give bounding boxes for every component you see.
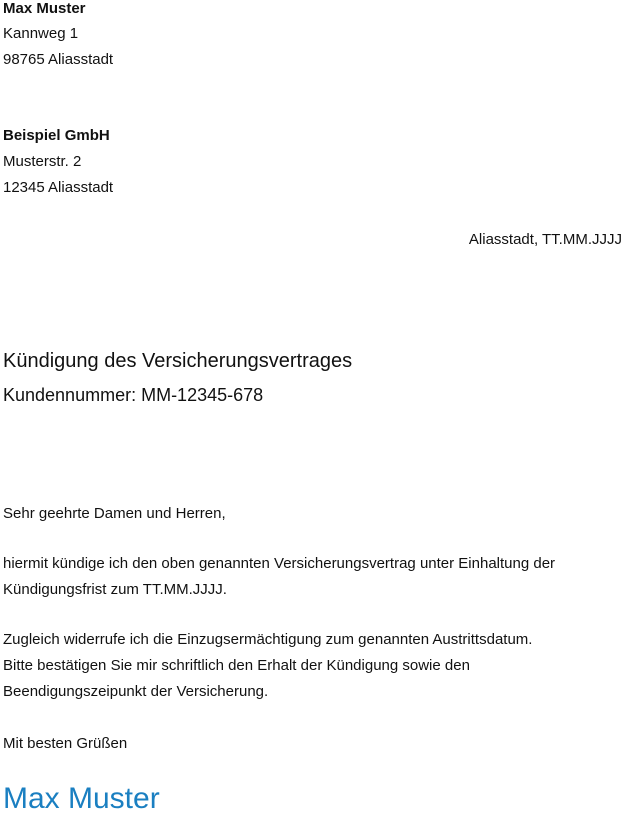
recipient-name: Beispiel GmbH <box>3 127 110 144</box>
sender-name: Max Muster <box>3 0 86 17</box>
sender-city: 98765 Aliasstadt <box>3 51 114 68</box>
customer-number: Kundennummer: MM-12345-678 <box>3 385 264 405</box>
paragraph-line: Zugleich widerrufe ich die Einzugsermächtigung zum genannten Austrittsdatum. <box>3 631 533 648</box>
recipient-city: 12345 Aliasstadt <box>3 179 114 196</box>
salutation: Sehr geehrte Damen und Herren, <box>3 505 226 522</box>
date-line: Aliasstadt, TT.MM.JJJJ <box>468 231 622 248</box>
paragraph-line: Beendigungszeipunkt der Versicherung. <box>3 683 269 700</box>
paragraph-line: Kündigungsfrist zum TT.MM.JJJJ. <box>3 581 227 598</box>
signature: Max Muster <box>3 782 160 815</box>
sender-street: Kannweg 1 <box>3 25 79 42</box>
paragraph-line: Bitte bestätigen Sie mir schriftlich den Erhalt der Kündigung sowie den <box>3 657 470 674</box>
subject-title: Kündigung des Versicherungsvertrages <box>3 350 353 372</box>
recipient-street: Musterstr. 2 <box>3 153 82 170</box>
closing: Mit besten Grüßen <box>3 735 128 752</box>
paragraph-line: hiermit kündige ich den oben genannten Versicherungsvertrag unter Einhaltung der <box>3 555 556 572</box>
